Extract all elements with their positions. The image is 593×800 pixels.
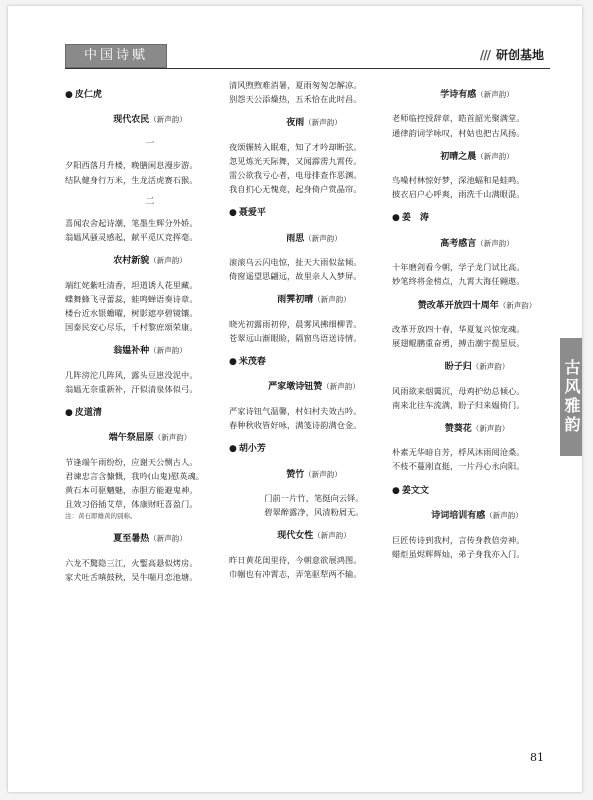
- author-name: ● 米茂春: [229, 355, 399, 370]
- poem-line: 巾帼也有冲霄志，弄笔驱犁两不输。: [229, 568, 362, 579]
- rhyme-note: （新声韵）: [471, 362, 510, 372]
- poem-line: 清风煦煦难消暑，夏雨匆匆怎解凉。: [229, 80, 362, 90]
- poem-title-text: 高考感言: [440, 238, 477, 249]
- poem-line: 别怨天公添燥热，五禾恰在此时昌。: [229, 94, 362, 105]
- poem-line: 翁媪无奈重新补，汗似清泉体似弓。: [65, 383, 198, 394]
- header-logo: 中国诗赋: [65, 44, 167, 68]
- rhyme-note: （新声韵）: [476, 90, 514, 99]
- rhyme-note: （新声韵）: [498, 300, 537, 310]
- poem-line: 妙笔终将金榜点，九霄大海任翱遨。: [392, 276, 525, 287]
- poem-title: [65, 344, 235, 359]
- column-3: [392, 78, 562, 561]
- poem-title-text: 严家墩诗钮赞: [268, 382, 323, 393]
- poem-title: [65, 532, 235, 547]
- poem-title: [392, 150, 562, 165]
- rhyme-note: （新声韵）: [476, 151, 514, 161]
- poem-line: 结队健身行万米，生龙活虎赛石猴。: [65, 174, 198, 185]
- poem-line: 夜颂辗转入眠难，知了才吟却断弦。: [229, 141, 362, 152]
- poem-line: 南来北往车流满，盼子归来媪倚门。: [392, 399, 525, 410]
- poem-title-text: 雨思: [286, 233, 305, 244]
- poem-title: [229, 468, 399, 483]
- stanza-number: 二: [145, 196, 155, 207]
- poem-title: [392, 237, 562, 252]
- rhyme-note: （新声韵）: [149, 256, 187, 266]
- poem-line: 蜡炬虽烬辉辉灿，弟子身我亦入门。: [392, 548, 525, 559]
- poem-line: 通律韵词学咏叹，村姑也把古风扬。: [392, 127, 525, 138]
- poem-title: [229, 116, 399, 131]
- poem-line: 朴素无华暗自芳，桴风沐雨阅沧桑。: [392, 447, 525, 458]
- poem-title-text: 农村新貌: [113, 256, 150, 267]
- poem-line: 六龙不驚隐三江，火鏨高悬似烤房。: [65, 557, 198, 568]
- poem-line: 老师临控授辞章，皓首韶光聚满堂。: [392, 113, 525, 124]
- poem-line: 披衣启户心呼爽，雨洗千山满眼混。: [392, 189, 525, 200]
- section-header: [480, 46, 544, 63]
- poem-line: 夕阳西落月升楼，晚膳闲息漫步游。: [65, 160, 198, 171]
- rhyme-note: （新声韵）: [304, 118, 342, 128]
- poem-line: 国泰民安心尽乐，千村黎庶颂荣康。: [65, 322, 198, 333]
- author-name: ● 姜文文: [392, 484, 562, 499]
- poem-line: 君谏忠言含慷慨，我吟(山鬼)慰英魂。: [65, 470, 205, 481]
- poem-line: 门前一片竹，笔挺向云铎。: [264, 493, 364, 504]
- poem-title-text: 赞竹: [286, 469, 305, 480]
- rhyme-note: （新声韵）: [322, 382, 360, 392]
- poem-line: 雷公欲我亏心者，电母排查作恶渊。: [229, 169, 362, 180]
- author-name: ● 聂爱平: [229, 206, 399, 221]
- section-side-tab: 古风雅韵: [560, 338, 582, 456]
- poem-title-text: 端午祭屈原: [108, 433, 154, 444]
- poem-line: 蝶舞蜂飞寻蕾蕊，蛙鸣蝉语奏诗章。: [65, 293, 198, 304]
- slash-decoration: ///: [479, 48, 490, 62]
- poem-line: 春种秋收皆好咏，满笺诗韵满仓金。: [229, 420, 362, 431]
- rhyme-note: （新声韵）: [149, 534, 187, 544]
- poem-line: 十年磨剑看今朝，学子龙门试比高。: [392, 262, 525, 273]
- poem-line: 黄石本可驱魑魅，赤胆方能避鬼神。: [65, 485, 198, 496]
- page: [8, 6, 582, 792]
- poem-title-text: 翁媪补种: [113, 346, 150, 357]
- poem-line: 碧翠醉露净，风清粉屑无。: [264, 507, 364, 518]
- rhyme-note: （新声韵）: [485, 511, 523, 521]
- rhyme-note: （新声韵）: [304, 469, 342, 479]
- poem-title-text: 赞改革开放四十周年: [417, 300, 499, 311]
- poem-title-text: 雨霁初晴: [277, 295, 314, 306]
- poem-line: 几阵滂沱几阵风，露头豆崽没泥中。: [65, 369, 198, 380]
- poem-title-text: 夏至暑热: [113, 534, 150, 545]
- poem-title: [229, 380, 399, 395]
- poem-line: 晓光初露雨初停，晨雾风拂细柳青。: [229, 318, 362, 329]
- poem-title: [229, 232, 399, 247]
- poem-title-text: 初晴之晨: [440, 151, 477, 162]
- poem-line: 严家诗钮气温馨，村妇村夫效古吟。: [229, 405, 362, 416]
- poem-line: 我自扪心无愧竟，起身倚户赏晶帘。: [229, 184, 362, 195]
- poem-line: 滚滚乌云闪电惊，扯天大雨似盆倾。: [229, 257, 362, 268]
- poem-title-text: 赞葵花: [444, 423, 472, 434]
- poem-title-text: 现代农民: [113, 115, 150, 126]
- rhyme-note: （新声韵）: [313, 295, 351, 305]
- author-name: ● 姜 涛: [392, 211, 562, 226]
- stanza-number: 一: [145, 138, 155, 149]
- poem-title-text: 盼子归: [444, 362, 472, 373]
- poem-line: 展翅鲲鹏重奋勇，搏击潮宇揽星辰。: [392, 338, 525, 349]
- author-name: ● 胡小芳: [229, 442, 399, 457]
- column-2: [229, 78, 399, 581]
- author-name: ● 皮道清: [65, 406, 235, 421]
- rhyme-note: （新声韵）: [476, 238, 514, 248]
- poem-title: [392, 88, 562, 103]
- column-1: [65, 78, 235, 584]
- poem-line: 改革开放四十春，华夏复兴惊宠魂。: [392, 324, 525, 334]
- poem-title-text: 夜雨: [286, 118, 305, 129]
- rhyme-note: （新声韵）: [149, 346, 187, 356]
- rhyme-note: （新声韵）: [304, 233, 342, 243]
- poem-line: 翁媪风骚灵感起，献平觅仄竞挥毫。: [65, 232, 198, 243]
- poem-title: [392, 509, 562, 524]
- rhyme-note: （新声韵）: [471, 423, 510, 433]
- poem-title: [392, 360, 562, 375]
- author-name: ● 皮仁虎: [65, 88, 235, 103]
- poem-title: [229, 529, 399, 544]
- poem-line: 忽见炼光天际舞，又闻霹雳九霄传。: [229, 155, 362, 166]
- section-title: 研创基地: [495, 48, 544, 62]
- footnote: 注：黄石即雄黄的别称。: [65, 512, 137, 521]
- rhyme-note: （新声韵）: [149, 115, 187, 125]
- poem-line: 不枝不蔓刚直挺，一片丹心永向阳。: [392, 461, 525, 472]
- poem-line: 喜闻农舍起诗潮，笔墨生辉分外娇。: [65, 218, 198, 229]
- rhyme-note: （新声韵）: [153, 433, 192, 443]
- poem-title: [392, 299, 562, 314]
- poem-line: 昨日黄花闺里待，今朝意欲展鸿图。: [229, 554, 362, 565]
- poem-title: [229, 293, 399, 308]
- poem-line: 鸟噪村林惊好梦，深池蝠和是蛙鸣。: [392, 175, 525, 186]
- rhyme-note: （新声韵）: [313, 531, 351, 541]
- header-divider: [65, 68, 550, 69]
- poem-line: 楼台近水银蟾曜，树影遮亭碧镜镶。: [65, 308, 198, 318]
- poem-line: 节逢端午雨纷纷，应谢天公恻古人。: [65, 456, 198, 467]
- poem-line: 端红姹紫吐清香，坦道诱人花里藏。: [65, 279, 198, 290]
- poem-line: 巨匠传诗到我村，言传身教倍旁神。: [392, 534, 525, 545]
- page-number: 81: [530, 751, 544, 764]
- poem-line: 苍翠远山渐眼睑，隔窗鸟语送诗情。: [229, 332, 362, 343]
- poem-title: [392, 422, 562, 437]
- poem-line: 倚窗遥望思翩远，故里亲人入梦屏。: [229, 271, 362, 282]
- poem-line: 家犬吐舌嗔鼓秋，吴牛喘月恋池塘。: [65, 572, 198, 583]
- poem-line: 且效习俗插艾草，体康财旺喜盈门。: [65, 499, 198, 510]
- poem-title: [65, 431, 235, 446]
- poem-title: [65, 113, 235, 128]
- poem-title-text: 现代女性: [277, 531, 314, 542]
- poem-title: [65, 254, 235, 269]
- poem-title-text: 学诗有感: [440, 90, 477, 100]
- poem-title-text: 诗词培训有感: [431, 511, 486, 522]
- poem-line: 风雨欲来烟霭沉，母鸡护幼总倾心。: [392, 385, 525, 396]
